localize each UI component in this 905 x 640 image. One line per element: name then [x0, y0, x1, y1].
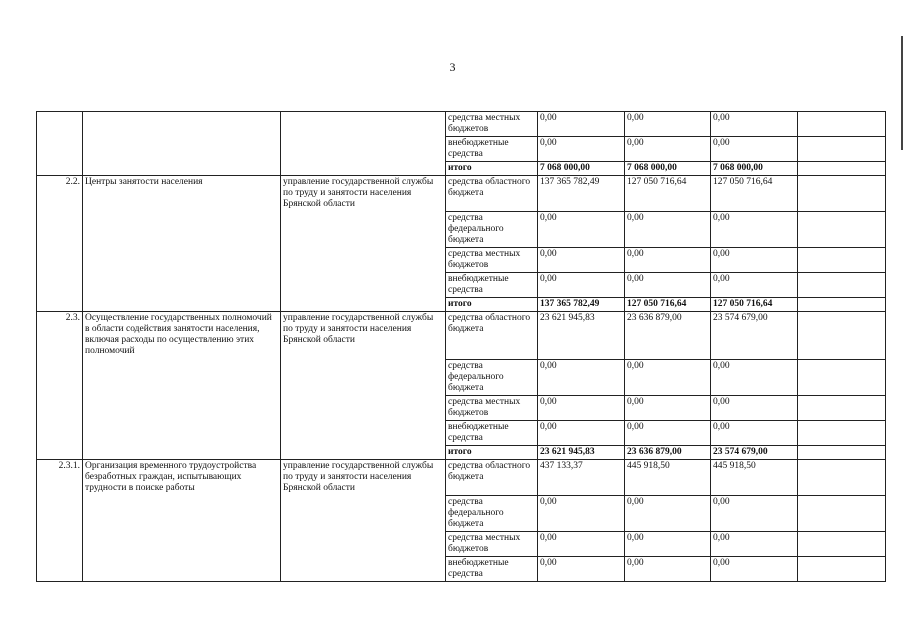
amount-year-3: 0,00: [711, 557, 798, 582]
empty-cell: [798, 248, 886, 273]
amount-year-2: 445 918,50: [625, 460, 711, 496]
item-executor: [281, 112, 446, 176]
amount-year-1: 23 621 945,83: [538, 312, 625, 360]
item-name: Осуществление государственных полномочий в области содействия занятости населения, включая расходы по осуществлению этих полномочий: [83, 312, 281, 460]
item-executor: управление государственной службы по труду и занятости населения Брянской области: [281, 460, 446, 582]
empty-cell: [798, 112, 886, 137]
empty-cell: [798, 557, 886, 582]
empty-cell: [798, 176, 886, 212]
amount-year-3: 0,00: [711, 396, 798, 421]
amount-year-3: 0,00: [711, 532, 798, 557]
table-row: [37, 176, 886, 212]
page-number: 3: [449, 60, 456, 74]
item-executor: управление государственной службы по труду и занятости населения Брянской области: [281, 176, 446, 312]
amount-year-3: 0,00: [711, 212, 798, 248]
amount-year-2: 0,00: [625, 532, 711, 557]
amount-year-1: 0,00: [538, 248, 625, 273]
amount-year-1: 0,00: [538, 112, 625, 137]
amount-year-1: 0,00: [538, 421, 625, 446]
amount-year-2: 0,00: [625, 212, 711, 248]
empty-cell: [798, 421, 886, 446]
table-row: [37, 112, 886, 137]
funding-source: итого: [446, 446, 538, 460]
empty-cell: [798, 137, 886, 162]
empty-cell: [798, 446, 886, 460]
amount-year-3: 0,00: [711, 273, 798, 298]
amount-year-1: 0,00: [538, 496, 625, 532]
amount-year-3: 0,00: [711, 496, 798, 532]
empty-cell: [798, 273, 886, 298]
empty-cell: [798, 532, 886, 557]
amount-year-2: 0,00: [625, 112, 711, 137]
amount-year-2: 23 636 879,00: [625, 312, 711, 360]
budget-table: [36, 111, 886, 582]
amount-year-3: 7 068 000,00: [711, 162, 798, 176]
amount-year-1: 0,00: [538, 360, 625, 396]
amount-year-3: 0,00: [711, 421, 798, 446]
empty-cell: [798, 312, 886, 360]
amount-year-3: 0,00: [711, 137, 798, 162]
amount-year-2: 0,00: [625, 137, 711, 162]
amount-year-1: 0,00: [538, 557, 625, 582]
empty-cell: [798, 360, 886, 396]
amount-year-3: 23 574 679,00: [711, 312, 798, 360]
amount-year-2: 0,00: [625, 360, 711, 396]
funding-source: средства федерального бюджета: [446, 212, 538, 248]
amount-year-3: 127 050 716,64: [711, 176, 798, 212]
funding-source: средства областного бюджета: [446, 176, 538, 212]
item-number: 2.2.: [37, 176, 83, 312]
amount-year-1: 0,00: [538, 273, 625, 298]
page-edge-line: [901, 36, 903, 150]
amount-year-1: 0,00: [538, 137, 625, 162]
amount-year-1: 137 365 782,49: [538, 298, 625, 312]
table-row: [37, 460, 886, 496]
funding-source: средства областного бюджета: [446, 312, 538, 360]
amount-year-2: 0,00: [625, 421, 711, 446]
amount-year-3: 445 918,50: [711, 460, 798, 496]
amount-year-3: 127 050 716,64: [711, 298, 798, 312]
item-name: Центры занятости населения: [83, 176, 281, 312]
budget-table-body: [37, 112, 886, 582]
amount-year-2: 0,00: [625, 396, 711, 421]
amount-year-2: 0,00: [625, 496, 711, 532]
item-executor: управление государственной службы по труду и занятости населения Брянской области: [281, 312, 446, 460]
amount-year-2: 23 636 879,00: [625, 446, 711, 460]
item-name: [83, 112, 281, 176]
funding-source: средства местных бюджетов: [446, 396, 538, 421]
funding-source: итого: [446, 298, 538, 312]
amount-year-3: 0,00: [711, 112, 798, 137]
amount-year-2: 0,00: [625, 557, 711, 582]
amount-year-3: 0,00: [711, 360, 798, 396]
empty-cell: [798, 162, 886, 176]
amount-year-1: 0,00: [538, 212, 625, 248]
funding-source: внебюджетные средства: [446, 557, 538, 582]
amount-year-2: 127 050 716,64: [625, 176, 711, 212]
empty-cell: [798, 396, 886, 421]
amount-year-1: 0,00: [538, 532, 625, 557]
empty-cell: [798, 298, 886, 312]
funding-source: средства местных бюджетов: [446, 112, 538, 137]
amount-year-1: 7 068 000,00: [538, 162, 625, 176]
funding-source: итого: [446, 162, 538, 176]
funding-source: внебюджетные средства: [446, 273, 538, 298]
amount-year-3: 23 574 679,00: [711, 446, 798, 460]
funding-source: средства местных бюджетов: [446, 248, 538, 273]
amount-year-2: 0,00: [625, 273, 711, 298]
empty-cell: [798, 496, 886, 532]
amount-year-1: 0,00: [538, 396, 625, 421]
funding-source: внебюджетные средства: [446, 421, 538, 446]
funding-source: средства местных бюджетов: [446, 532, 538, 557]
amount-year-2: 0,00: [625, 248, 711, 273]
funding-source: средства областного бюджета: [446, 460, 538, 496]
empty-cell: [798, 460, 886, 496]
amount-year-3: 0,00: [711, 248, 798, 273]
funding-source: средства федерального бюджета: [446, 360, 538, 396]
amount-year-2: 127 050 716,64: [625, 298, 711, 312]
funding-source: внебюджетные средства: [446, 137, 538, 162]
item-name: Организация временного трудоустройства безработных граждан, испытывающих трудности в поиске работы: [83, 460, 281, 582]
table-row: [37, 312, 886, 360]
amount-year-2: 7 068 000,00: [625, 162, 711, 176]
item-number: [37, 112, 83, 176]
item-number: 2.3.1.: [37, 460, 83, 582]
amount-year-1: 137 365 782,49: [538, 176, 625, 212]
funding-source: средства федерального бюджета: [446, 496, 538, 532]
amount-year-1: 23 621 945,83: [538, 446, 625, 460]
item-number: 2.3.: [37, 312, 83, 460]
amount-year-1: 437 133,37: [538, 460, 625, 496]
empty-cell: [798, 212, 886, 248]
